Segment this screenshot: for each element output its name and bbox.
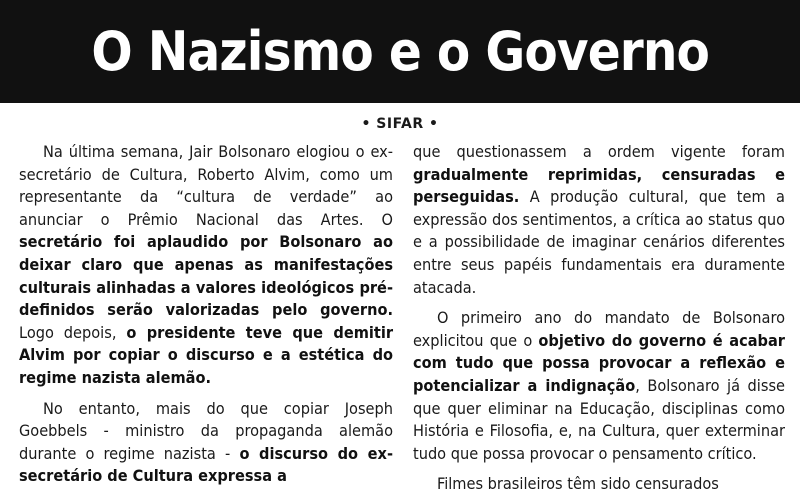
paragraph: No entanto, mais do que copiar Joseph Goebbels - ministro da propaganda alemão durante o regime nazista - o discurso do ex-secretário de Cultura expressa a <box>19 398 393 486</box>
paragraph: Na última semana, Jair Bolsonaro elogiou o ex-secretário de Cultura, Roberto Alvim, como um representante da “cultura de verdade” ao anunciar o Prêmio Nacional das Artes. O secretário foi aplaudido por Bolsonaro ao deixar claro que apenas as manifestações culturais alinhadas a valores ideológicos pré-definidos serão valorizadas pelo governo. Logo depois, o presidente teve que demitir Alvim por copiar o discurso e a estética do regime nazista alemão. <box>19 142 394 387</box>
author-byline: • SIFAR • <box>361 116 439 132</box>
title-banner <box>0 0 800 103</box>
paragraph: que questionassem a ordem vigente foram gradualmente reprimidas, censuradas e perseguidas. A produção cultural, que tem a expressão dos sentimentos, a crítica ao status quo e a possibilidade de imaginar cenários diferentes entre seus papéis fundamentais era duramente atacada. <box>413 142 785 297</box>
paragraph: Filmes brasileiros têm sido censurados <box>437 474 719 494</box>
article-column-left <box>19 141 394 486</box>
article-column-right <box>413 141 785 494</box>
article-title: O Nazismo e o Governo <box>91 19 709 83</box>
paragraph: O primeiro ano do mandato de Bolsonaro explicitou que o objetivo do governo é acabar com tudo que possa provocar a reflexão e potencializar a indignação, Bolsonaro já disse que quer eliminar na Educação, disciplinas como História e Filosofia, e, na Cultura, quer exterminar tudo que possa provocar o pensamento crítico. <box>413 308 785 463</box>
